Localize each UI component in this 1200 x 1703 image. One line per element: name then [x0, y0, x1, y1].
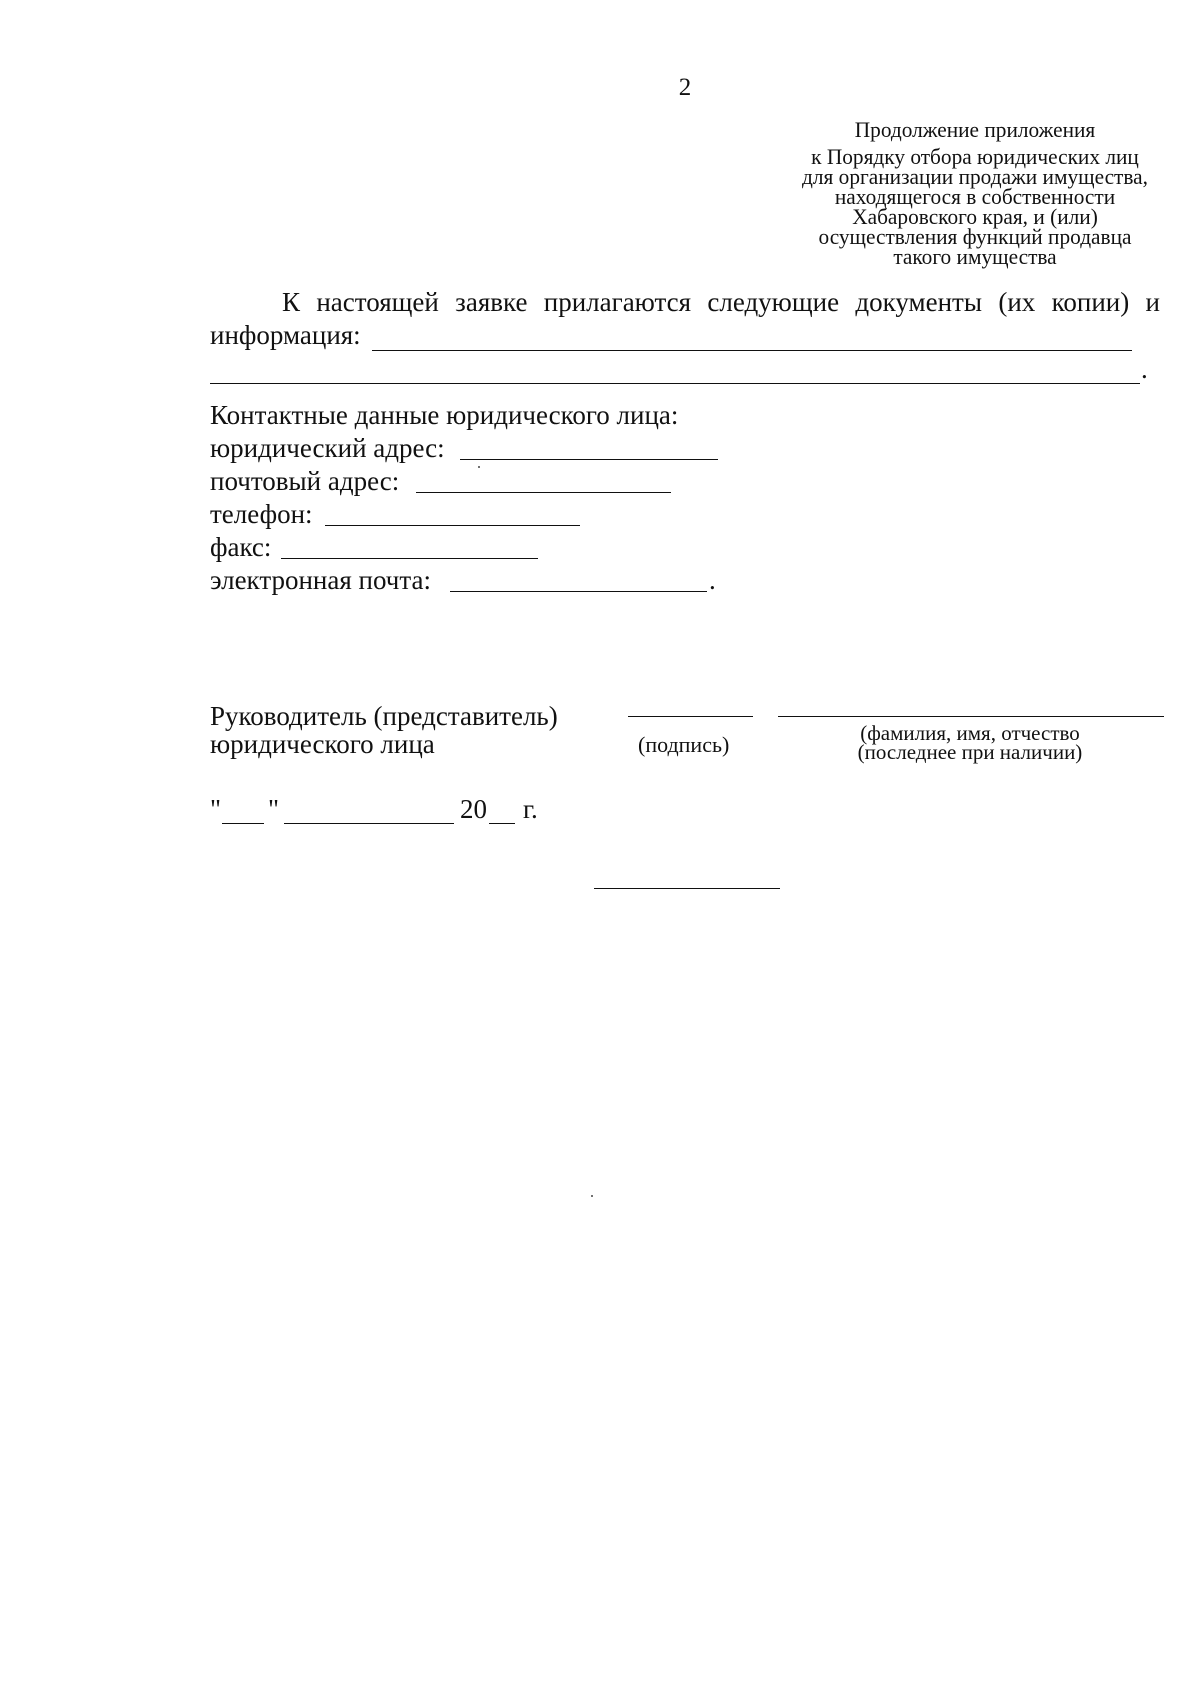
- full-name-caption-line2: (последнее при наличии): [857, 740, 1083, 764]
- signatory-role-line2: юридического лица: [210, 729, 435, 759]
- attachments-paragraph: [210, 286, 1160, 319]
- date-year-suffix: г.: [523, 794, 538, 824]
- full-name-caption-line1: (фамилия, имя, отчество: [860, 721, 1080, 745]
- phone-field[interactable]: [325, 525, 580, 526]
- header-line: Продолжение приложения: [854, 117, 1096, 142]
- information-field-continued[interactable]: [210, 383, 1140, 384]
- email-field[interactable]: [450, 591, 707, 592]
- date-close-quote: ": [268, 794, 280, 824]
- scan-dot: [591, 1195, 593, 1197]
- header-line: Хабаровского края, и (или): [852, 204, 1098, 229]
- signature-caption: (подпись): [638, 732, 730, 757]
- header-line: осуществления функций продавца: [818, 224, 1132, 249]
- contacts-title: Контактные данные юридического лица:: [210, 400, 679, 430]
- scan-dot: [478, 466, 480, 468]
- email-label: электронная почта:: [210, 565, 431, 595]
- date-open-quote: ": [210, 794, 222, 824]
- email-end-period: .: [709, 565, 716, 595]
- date-day-field[interactable]: [222, 823, 264, 824]
- date-month-field[interactable]: [284, 823, 454, 824]
- end-separator-line: [594, 888, 780, 889]
- signatory-role-line1: Руководитель (представитель): [210, 701, 558, 731]
- attachments-text: К настоящей заявке прилагаются следующие документы (их копии) и: [282, 287, 1160, 317]
- legal-address-label: юридический адрес:: [210, 433, 445, 463]
- phone-label: телефон:: [210, 499, 313, 529]
- legal-address-field[interactable]: [460, 459, 718, 460]
- header-line: к Порядку отбора юридических лиц: [811, 144, 1139, 169]
- date-year-prefix: 20: [460, 794, 487, 824]
- full-name-caption: [830, 721, 1110, 764]
- appendix-header: [737, 117, 1200, 269]
- information-end-period: .: [1141, 354, 1148, 384]
- information-field[interactable]: [372, 350, 1132, 351]
- information-label: информация:: [210, 320, 361, 350]
- header-line: для организации продажи имущества,: [802, 164, 1148, 189]
- signature-field[interactable]: [628, 716, 753, 717]
- page-number: 2: [678, 74, 692, 101]
- header-line: находящегося в собственности: [834, 184, 1116, 209]
- fax-label: факс:: [210, 532, 272, 562]
- header-line: такого имущества: [893, 244, 1057, 269]
- fax-field[interactable]: [281, 558, 538, 559]
- postal-address-field[interactable]: [416, 492, 671, 493]
- postal-address-label: почтовый адрес:: [210, 466, 400, 496]
- signatory-role: [210, 702, 558, 758]
- full-name-field[interactable]: [778, 716, 1164, 717]
- date-year-field[interactable]: [489, 823, 515, 824]
